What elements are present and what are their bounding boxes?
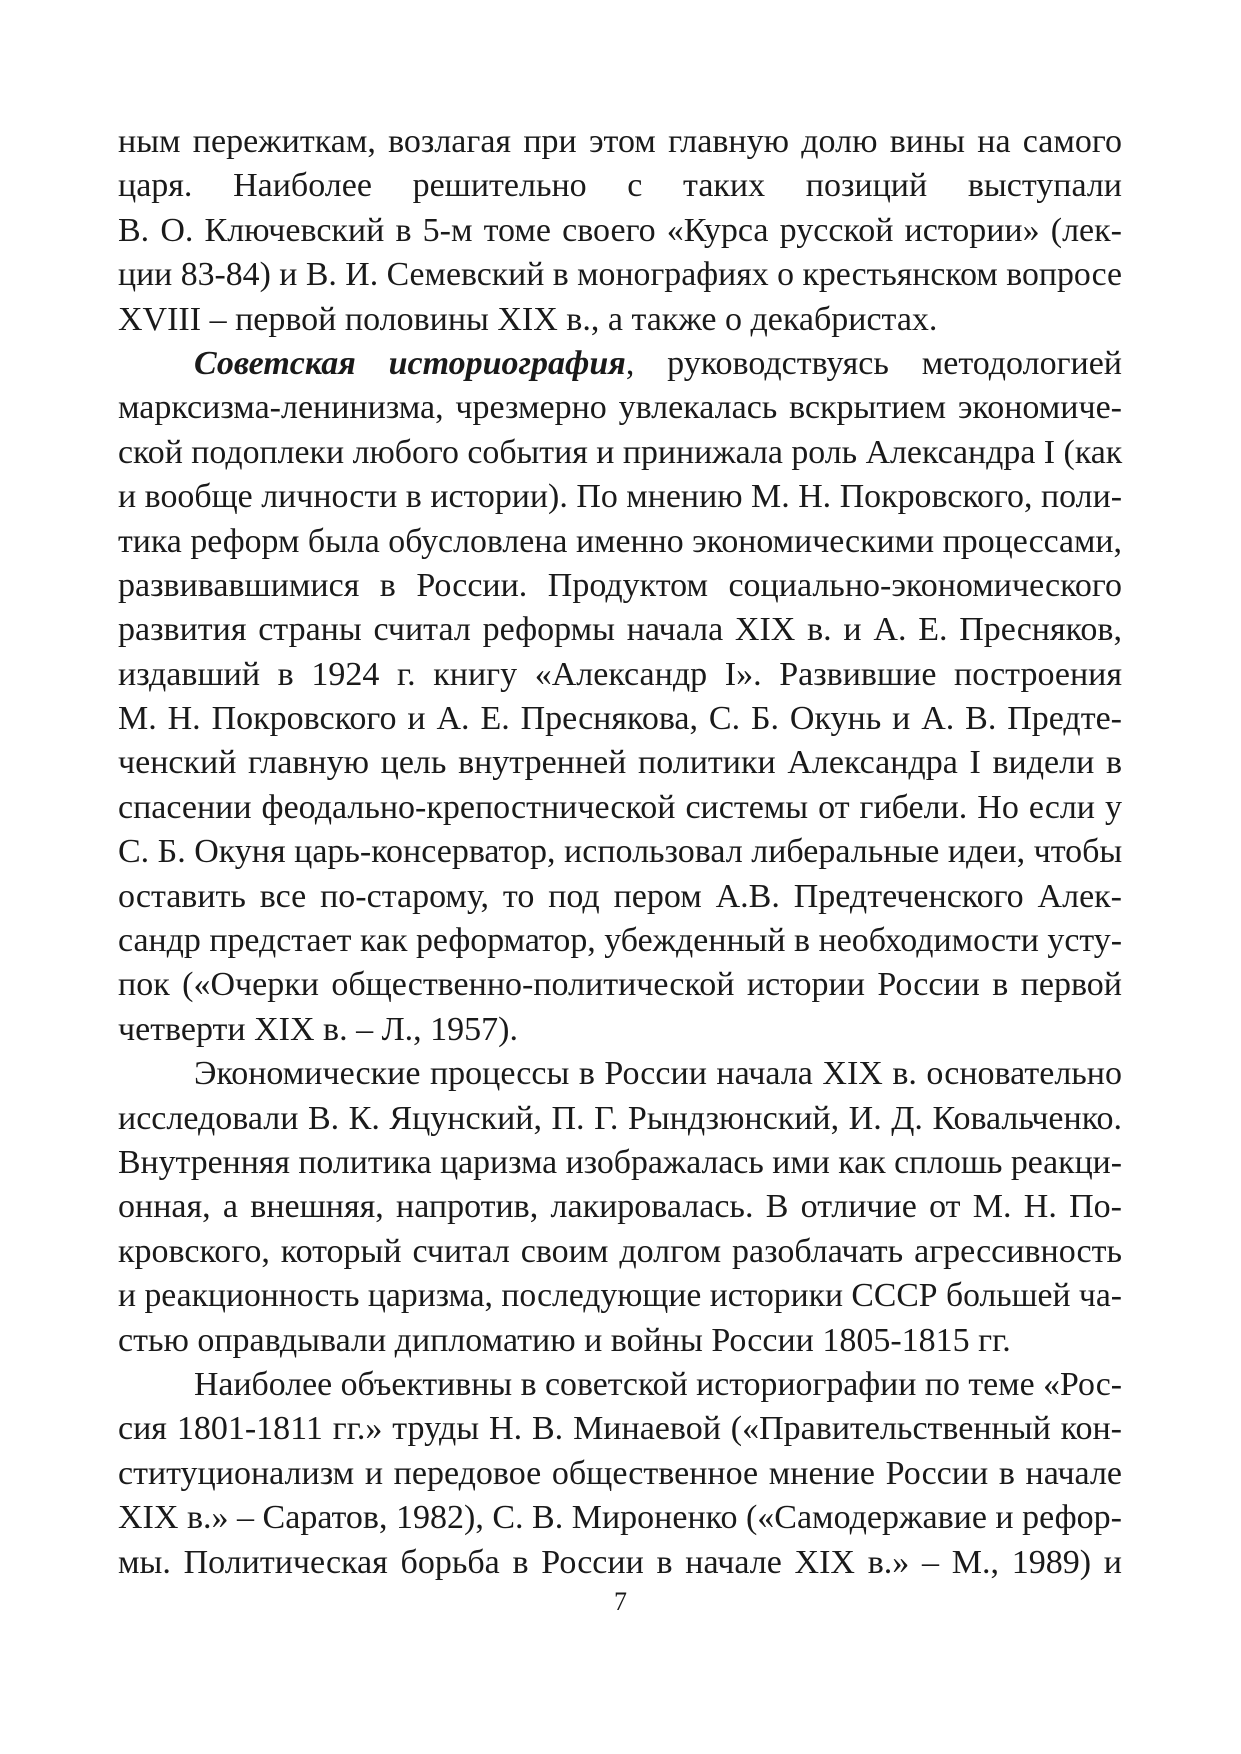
line-text: XVIII – первой половины XIX в., а также о декабристах.: [118, 300, 938, 338]
text-line: [118, 1319, 1122, 1363]
line-text: развивавшимися в России. Продуктом социально-экономического: [118, 566, 1122, 604]
text-line: [118, 1141, 1122, 1185]
page-body-text: [118, 120, 1122, 1585]
text-line: [118, 1274, 1122, 1318]
text-line: [118, 431, 1122, 475]
line-text: М. Н. Покровского и А. Е. Преснякова, С. Б. Окунь и А. В. Предте-: [118, 700, 1122, 738]
emphasized-term: Советская историография: [194, 344, 626, 382]
text-line: [118, 298, 1122, 342]
line-text: сандр предстает как реформатор, убежденный в необходимости усту-: [118, 922, 1122, 960]
text-line: [118, 1008, 1122, 1052]
line-text: пок («Очерки общественно-политической истории России в первой: [118, 966, 1122, 1004]
line-text: Экономические процессы в России начала XIX в. основательно: [194, 1055, 1122, 1093]
text-line: [118, 1097, 1122, 1141]
line-text: ным пережиткам, возлагая при этом главную долю вины на самого: [118, 123, 1122, 160]
text-line: [118, 120, 1122, 164]
text-line: [118, 653, 1122, 697]
text-line: [118, 1052, 1122, 1096]
text-line: [118, 741, 1122, 785]
line-text: , руководствуясь методологией: [625, 344, 1122, 382]
text-line: [118, 164, 1122, 208]
line-text: В. О. Ключевский в 5-м томе своего «Курса русской истории» (лек-: [118, 211, 1122, 249]
line-text: издавший в 1924 г. книгу «Александр I». Развившие построения: [118, 655, 1122, 693]
text-line: [118, 608, 1122, 652]
text-line: [118, 697, 1122, 741]
line-text: ченский главную цель внутренней политики Александра I видели в: [118, 744, 1122, 782]
line-text: исследовали В. К. Яцунский, П. Г. Рындзюнский, И. Д. Ковальченко.: [118, 1099, 1122, 1137]
line-text: оставить все по-старому, то под пером А.В. Предтеченского Алек-: [118, 877, 1122, 915]
text-line: [118, 342, 1122, 386]
text-line: [118, 963, 1122, 1007]
line-text: и вообще личности в истории). По мнению М. Н. Покровского, поли-: [118, 478, 1122, 516]
text-line: [118, 475, 1122, 519]
line-text: кровского, который считал своим долгом разоблачать агрессивность: [118, 1232, 1122, 1270]
text-line: [118, 875, 1122, 919]
text-line: [118, 1541, 1122, 1585]
line-text: С. Б. Окуня царь-консерватор, использовал либеральные идеи, чтобы: [118, 833, 1123, 871]
line-text: сия 1801-1811 гг.» труды Н. В. Минаевой («Правительственный кон-: [118, 1410, 1122, 1448]
text-line: [118, 1363, 1122, 1407]
line-text: ской подоплеки любого события и принижала роль Александра I (как: [118, 433, 1123, 471]
page-number: 7: [614, 1587, 627, 1616]
line-text: онная, а внешняя, напротив, лакировалась. В отличие от М. Н. По-: [118, 1188, 1122, 1226]
line-text: марксизма-ленинизма, чрезмерно увлекалась вскрытием экономиче-: [118, 389, 1122, 427]
line-text: царя. Наиболее решительно с таких позиций выступали: [118, 167, 1122, 205]
line-text: ции 83-84) и В. И. Семевский в монографиях о крестьянском вопросе: [118, 256, 1122, 294]
text-line: [118, 209, 1122, 253]
line-text: тика реформ была обусловлена именно экономическими процессами,: [118, 522, 1122, 560]
line-text: спасении феодально-крепостнической системы от гибели. Но если у: [118, 788, 1122, 826]
line-text: стью оправдывали дипломатию и войны России 1805-1815 гг.: [118, 1321, 1011, 1359]
line-text: четверти XIX в. – Л., 1957).: [118, 1010, 518, 1048]
text-line: [118, 253, 1122, 297]
text-line: [118, 1452, 1122, 1496]
text-line: [118, 1407, 1122, 1451]
line-text: ституционализм и передовое общественное мнение России в начале: [118, 1454, 1122, 1492]
text-line: [118, 386, 1122, 430]
text-line: [118, 830, 1122, 874]
line-text: Наиболее объективны в советской историографии по теме «Рос-: [194, 1365, 1122, 1403]
line-text: развития страны считал реформы начала XIX в. и А. Е. Пресняков,: [118, 611, 1122, 649]
text-line: [118, 786, 1122, 830]
line-text: Внутренняя политика царизма изображалась ими как сплошь реакци-: [118, 1143, 1122, 1181]
text-line: [118, 1230, 1122, 1274]
text-line: [118, 1496, 1122, 1540]
line-text: мы. Политическая борьба в России в начале XIX в.» – М., 1989) и: [118, 1543, 1122, 1581]
text-line: [118, 520, 1122, 564]
text-line: [118, 919, 1122, 963]
text-line: [118, 1185, 1122, 1229]
line-text: и реакционность царизма, последующие историки СССР большей ча-: [118, 1277, 1122, 1315]
text-line: [118, 564, 1122, 608]
line-text: XIX в.» – Саратов, 1982), С. В. Мироненко («Самодержавие и рефор-: [118, 1499, 1122, 1537]
